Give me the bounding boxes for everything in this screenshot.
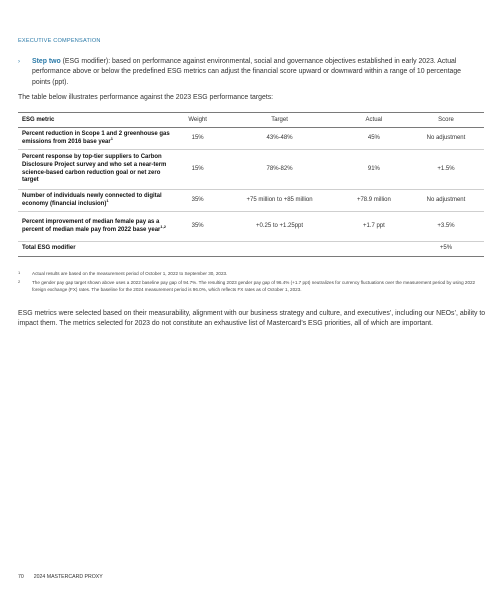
header-actual: Actual — [340, 113, 408, 128]
target-cell: +0.25 to +1.25ppt — [219, 212, 340, 242]
footnote-ref: 1 — [110, 135, 113, 141]
target-cell: 43%-48% — [219, 128, 340, 150]
header-score: Score — [408, 113, 484, 128]
footnote — [18, 270, 488, 277]
metric-text: Percent reduction in Scope 1 and 2 greenhouse gas emissions from 2016 base year — [22, 130, 170, 145]
weight-cell: 35% — [176, 212, 219, 242]
metric-text: Number of individuals newly connected to digital economy (financial inclusion) — [22, 192, 162, 207]
section-label: EXECUTIVE COMPENSATION — [18, 38, 101, 44]
table-row — [18, 150, 484, 190]
closing-paragraph: ESG metrics were selected based on their measurability, alignment with our business strategy and culture, and executives’, including our NEOs’, ability to impact them. The metrics selected for 2023 do not constitute an exhaustive list of Mastercard’s ESG priorities, all of which are important. — [18, 310, 486, 328]
score-cell: +1.5% — [408, 150, 484, 190]
target-cell: +75 million to +85 million — [219, 190, 340, 212]
page-number: 70 — [18, 574, 24, 580]
actual-cell: +1.7 ppt — [340, 212, 408, 242]
step-two-paragraph — [18, 57, 480, 88]
metric-cell — [18, 212, 176, 242]
table-intro: The table below illustrates performance against the 2023 ESG performance targets: — [18, 94, 274, 101]
table-row — [18, 190, 484, 212]
metric-text: Percent response by top-tier suppliers to Carbon Disclosure Project survey and who set a near-term science-based carbon reduction goal or net zero target — [22, 154, 167, 184]
weight-cell: 15% — [176, 128, 219, 150]
step-text: (ESG modifier): based on performance against environmental, social and governance objectives established in early 2023. Actual performance above or below the predefined ESG metrics can adjust the financial score upward or downward within a range of 10 percentage points (ppt). — [32, 58, 461, 86]
header-weight: Weight — [176, 113, 219, 128]
score-cell: No adjustment — [408, 128, 484, 150]
score-cell: No adjustment — [408, 190, 484, 212]
metric-text: Percent improvement of median female pay as a percent of median male pay from 2022 base year — [22, 218, 161, 233]
footnotes — [18, 270, 488, 295]
empty-cell — [340, 242, 408, 257]
table-row — [18, 212, 484, 242]
empty-cell — [219, 242, 340, 257]
step-title: Step two — [32, 58, 61, 65]
footnote-text: Actual results are based on the measurement period of October 1, 2022 to September 30, 2023. — [32, 271, 228, 276]
esg-table — [18, 112, 484, 257]
footnote-ref: 1,2 — [160, 223, 166, 229]
footnote-ref: 1 — [106, 197, 109, 203]
weight-cell: 15% — [176, 150, 219, 190]
header-target: Target — [219, 113, 340, 128]
footnote-number: 2 — [18, 279, 21, 284]
metric-cell — [18, 190, 176, 212]
total-label: Total ESG modifier — [18, 242, 176, 257]
weight-cell: 35% — [176, 190, 219, 212]
empty-cell — [176, 242, 219, 257]
actual-cell: 91% — [340, 150, 408, 190]
table-row — [18, 128, 484, 150]
footnote-number: 1 — [18, 270, 21, 275]
publication-title: 2024 MASTERCARD PROXY — [33, 574, 103, 580]
actual-cell: +78.9 million — [340, 190, 408, 212]
chevron-right-icon: › — [18, 59, 20, 65]
header-metric: ESG metric — [18, 113, 176, 128]
table-header-row — [18, 113, 484, 128]
target-cell: 78%-82% — [219, 150, 340, 190]
metric-cell — [18, 128, 176, 150]
table-total-row — [18, 242, 484, 257]
metric-cell — [18, 150, 176, 190]
score-cell: +3.5% — [408, 212, 484, 242]
footnote — [18, 279, 488, 293]
total-score: +5% — [408, 242, 484, 257]
actual-cell: 45% — [340, 128, 408, 150]
page-footer — [18, 574, 103, 580]
footnote-text: The gender pay gap target shown above uses a 2022 baseline pay gap of 94.7%. The resulting 2023 gender pay gap of 96.4% (+1.7 ppt) neutralizes for currency fluctuations over the measurement period by using 2022 foreign exchange (FX) rates. The baseline for the 2024 measurement period is 96.0%, which reflects FX rates as of October 1, 2023. — [32, 280, 476, 292]
